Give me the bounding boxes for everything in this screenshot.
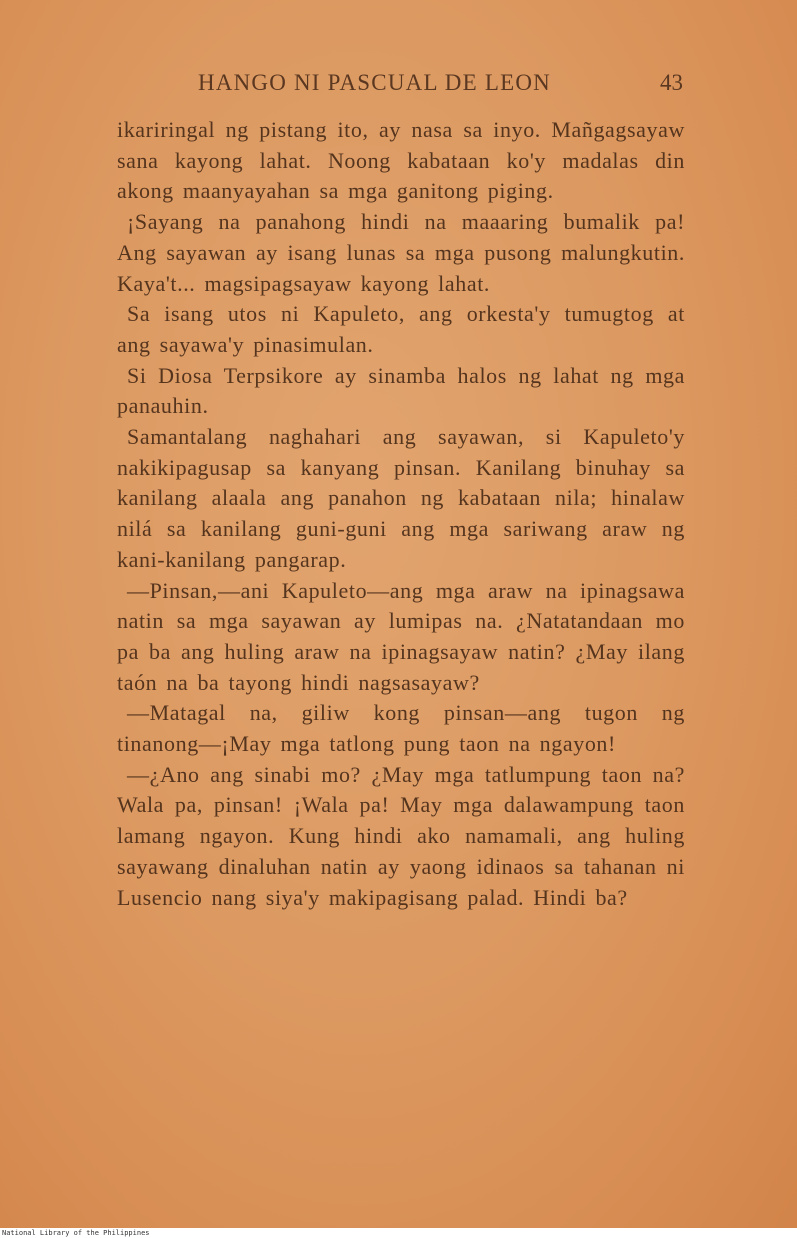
- paragraph-5: Samantalang naghahari ang sayawan, si Kapuleto'y nakikipagusap sa kanyang pinsan. Kanilang binuhay sa kanilang alaala ang panahon ng kabataan nila; hinalaw nilá sa kanilang guni-guni ang mga sariwang araw ng kani-kanilang pangarap.: [117, 424, 685, 572]
- body-text: [117, 115, 685, 913]
- paragraph-1: ikariringal ng pistang ito, ay nasa sa inyo. Mañgagsayaw sana kayong lahat. Noong kabataan ko'y madalas din akong maanyayahan sa mga ganitong piging.: [117, 117, 685, 204]
- paragraph-4: Si Diosa Terpsikore ay sinamba halos ng lahat ng mga panauhin.: [117, 362, 685, 419]
- scan-credit: National Library of the Philippines: [2, 1229, 150, 1237]
- paragraph-6: —Pinsan,—ani Kapuleto—ang mga araw na ipinagsawa natin sa mga sayawan ay lumipas na. ¿Natatandaan mo pa ba ang huling araw na ipinagsayaw natin? ¿May ilang taón na ba tayong hindi nagsasayaw?: [117, 577, 685, 695]
- paragraph-7: —Matagal na, giliw kong pinsan—ang tugon ng tinanong—¡May mga tatlong pung taon na ngayon!: [117, 700, 685, 757]
- running-header: [0, 70, 797, 104]
- paragraph-8: —¿Ano ang sinabi mo? ¿May mga tatlumpung taon na? Wala pa, pinsan! ¡Wala pa! May mga dalawampung taon lamang ngayon. Kung hindi ako namamali, ang huling sayawang dinaluhan natin ay yaong idinaos sa tahanan ni Lusencio nang siya'y makipagisang palad. Hindi ba?: [117, 761, 685, 910]
- paragraph-2: ¡Sayang na panahong hindi na maaaring bumalik pa! Ang sayawan ay isang lunas sa mga pusong malungkutin. Kaya't... magsipagsayaw kayong lahat.: [117, 209, 685, 296]
- paragraph-3: Sa isang utos ni Kapuleto, ang orkesta'y tumugtog at ang sayawa'y pinasimulan.: [117, 301, 685, 357]
- page-number: 43: [660, 70, 683, 95]
- running-title: HANGO NI PASCUAL DE LEON: [198, 70, 551, 95]
